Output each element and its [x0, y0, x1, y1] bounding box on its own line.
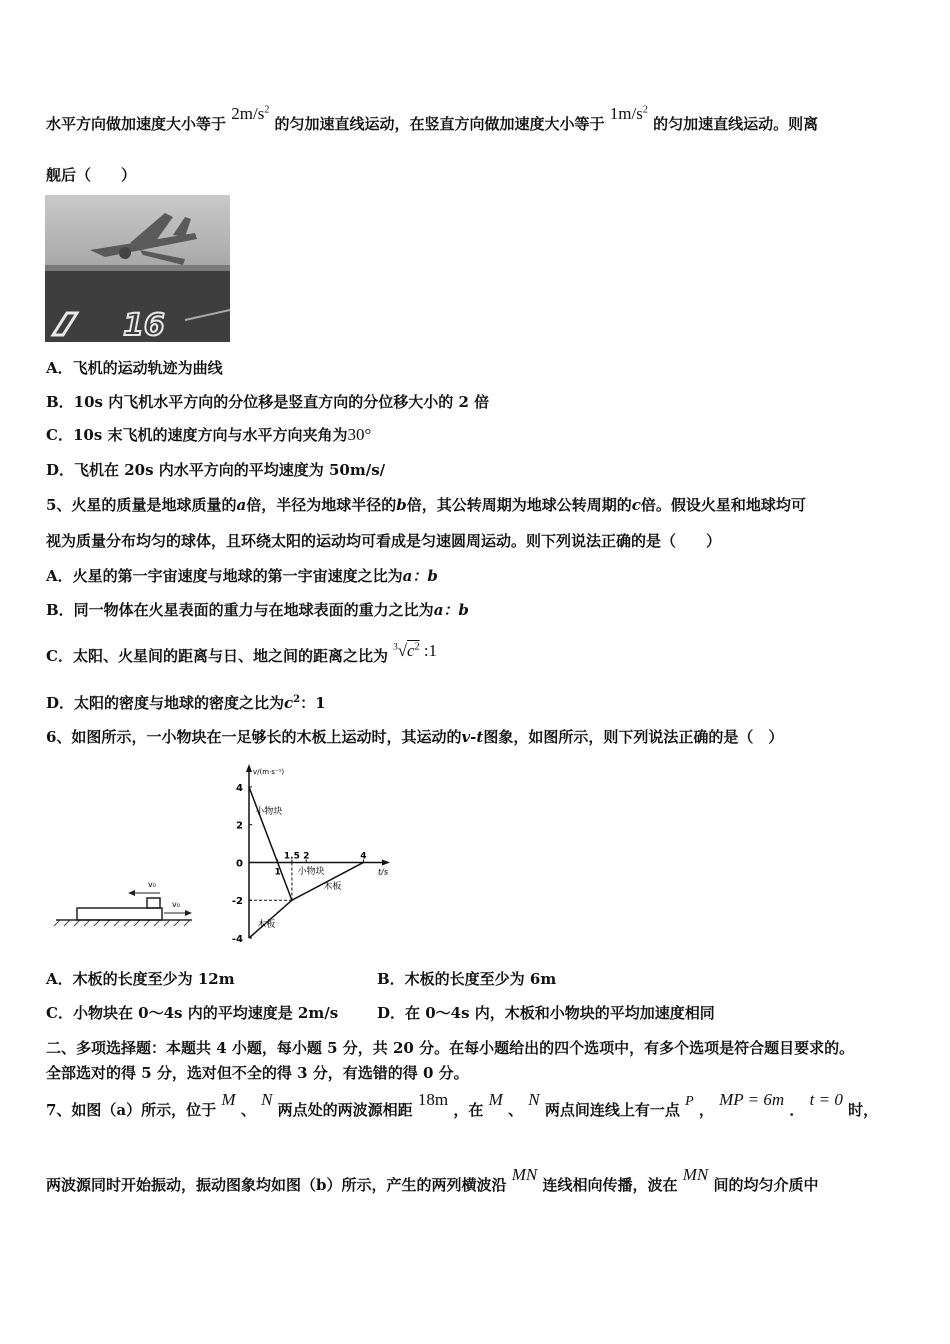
- var-MN: MN: [511, 1165, 538, 1184]
- q5-option-a: A．火星的第一宇宙速度与地球的第一宇宙速度之比为a：b: [46, 567, 438, 585]
- q7-line-2: 两波源同时开始振动，振动图象均如图（b）所示，产生的两列横波沿 MN 连线相向传播，波在 MN 间的均匀介质中: [46, 1165, 819, 1194]
- board-block-diagram: [54, 880, 192, 926]
- q6-option-d: D．在 0～4s 内，木板和小物块的平均加速度相同: [377, 1004, 715, 1022]
- q6-option-c: C．小物块在 0～4s 内的平均速度是 2m/s: [46, 1004, 339, 1022]
- intro-text-b: 的匀加速直线运动，在竖直方向做加速度大小等于: [274, 115, 605, 133]
- t0-value: t = 0: [809, 1090, 843, 1109]
- q4-option-d: D．飞机在 20s 内水平方向的平均速度为 50m/s/: [46, 461, 386, 479]
- block-v0-label: v₀: [148, 880, 156, 889]
- q6-option-a: A．木板的长度至少为 12m: [46, 970, 235, 988]
- acc-vertical: $1m/s^2$: [609, 104, 648, 123]
- acc-horizontal: $2m/s^2$: [231, 104, 270, 123]
- intro-text-a: 水平方向做加速度大小等于: [46, 115, 227, 133]
- angle-value: 30°: [347, 425, 372, 444]
- y-tick-label: 0: [236, 858, 243, 870]
- q5-option-b: B．同一物体在火星表面的重力与在地球表面的重力之比为a：b: [46, 601, 469, 619]
- series-block-line: [249, 787, 363, 900]
- y-axis-arrow: [246, 764, 252, 772]
- q7-line-1: 7、如图（a）所示，位于 M 、 N 两点处的两波源相距 18m ，在 M 、 N 两点间连线上有一点 P ， MP = 6m ． t = 0 时，: [46, 1090, 879, 1119]
- var-N: N: [261, 1090, 273, 1109]
- var-M: M: [221, 1090, 236, 1109]
- mp-value: MP = 6m: [719, 1090, 785, 1109]
- distance-value: 18m: [417, 1090, 449, 1109]
- label-block-top: 小物块: [255, 806, 283, 817]
- q4-option-c: C．10s 末飞机的速度方向与水平方向夹角为30°: [46, 425, 372, 444]
- intro-text-c: 的匀加速直线运动。则离: [653, 115, 819, 133]
- cube-root-expression: $^3√c^2$ :1: [393, 641, 438, 660]
- var-P: P: [685, 1094, 694, 1109]
- q6-figure: [52, 760, 397, 950]
- q5-stem-2: 视为质量分布均匀的球体，且环绕太阳的运动均可看成是匀速圆周运动。则下列说法正确的是（ ）: [46, 532, 722, 550]
- vt-chart: [232, 764, 390, 945]
- x-tick-label: 1.5: [283, 851, 300, 862]
- board-rect: [77, 908, 162, 920]
- intro-line-2: 舰后（ ）: [46, 166, 137, 184]
- q5-option-c: C．太阳、火星间的距离与日、地之间的距离之比为 $^3√c^2$ :1: [46, 641, 438, 665]
- x-tick-label: 2: [303, 851, 310, 862]
- x-tick-label: 1: [274, 867, 281, 878]
- y-axis-label: v/(m·s⁻¹): [253, 768, 285, 776]
- q5-stem-1: 5、火星的质量是地球质量的a倍，半径为地球半径的b倍，其公转周期为地球公转周期的c倍。假设火星和地球均可: [46, 496, 806, 514]
- deck-number: 16: [123, 308, 165, 342]
- label-board-right: 木板: [323, 881, 342, 892]
- section2-line-2: 全部选对的得 5 分，选对但不全的得 3 分，有选错的得 0 分。: [46, 1064, 469, 1082]
- q4-option-a: A．飞机的运动轨迹为曲线: [46, 359, 223, 377]
- y-tick-label: -4: [231, 934, 243, 945]
- q4-option-b: B．10s 内飞机水平方向的分位移是竖直方向的分位移大小的 2 倍: [46, 393, 490, 411]
- q6-option-b: B．木板的长度至少为 6m: [377, 970, 557, 988]
- section2-line-1: 二、多项选择题：本题共 4 小题，每小题 5 分，共 20 分。在每小题给出的四个选项中，有多个选项是符合题目要求的。: [46, 1039, 855, 1057]
- x-tick-label: 4: [360, 851, 367, 862]
- x-axis-label: t/s: [378, 867, 388, 877]
- y-tick-label: -2: [231, 896, 243, 908]
- block-rect: [147, 898, 160, 908]
- q5-option-d: D．太阳的密度与地球的密度之比为$c^2$：1: [46, 694, 326, 712]
- label-board-low: 木板: [257, 920, 276, 930]
- y-tick-label: 4: [236, 782, 243, 794]
- x-axis-arrow: [382, 859, 390, 865]
- intro-line-1: [46, 104, 819, 134]
- label-block-low: 小物块: [297, 866, 325, 877]
- aircraft-carrier-photo: [45, 195, 230, 342]
- q6-stem: 6、如图所示，一小物块在一足够长的木板上运动时，其运动的v-t图象，如图所示，则下列说法正确的是（ ）: [46, 728, 784, 746]
- board-v0-label: v₀: [172, 900, 180, 909]
- y-tick-label: 2: [236, 820, 243, 832]
